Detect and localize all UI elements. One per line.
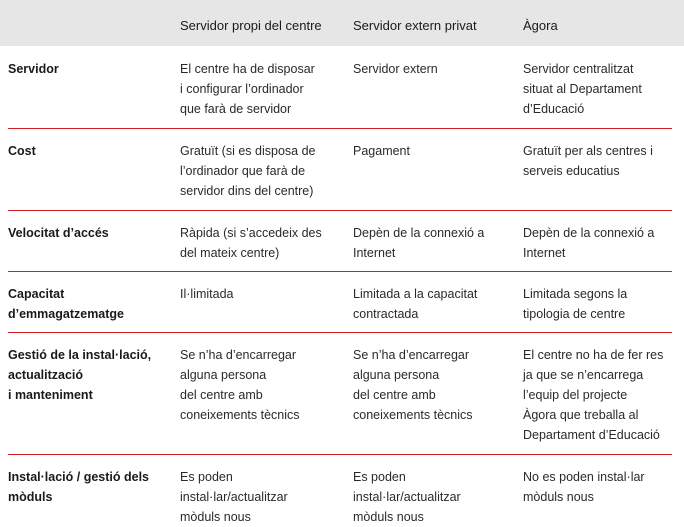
row-label-line: d’emmagatzematge <box>8 307 125 321</box>
cell-line: alguna persona <box>180 368 267 382</box>
row-label-line: actualització <box>8 368 84 382</box>
cell-line: Limitada segons la <box>523 287 628 301</box>
cell-line: Se n’ha d’encarregar <box>353 348 470 362</box>
cell-line: servidor dins del centre) <box>180 184 314 198</box>
cell-servidor-propi <box>180 284 340 304</box>
table-row <box>0 454 684 526</box>
cell-line: i configurar l’ordinador <box>180 82 304 96</box>
cell-line: ja que se n’encarrega <box>523 368 644 382</box>
cell-servidor-extern <box>353 141 513 161</box>
cell-line: El centre no ha de fer res <box>523 348 664 362</box>
cell-servidor-propi <box>180 467 340 527</box>
cell-line: Servidor extern <box>353 62 438 76</box>
cell-line: instal·lar/actualitzar <box>353 490 461 504</box>
cell-servidor-propi <box>180 59 340 119</box>
cell-line: Internet <box>523 246 566 260</box>
cell-line: serveis educatius <box>523 164 620 178</box>
cell-line: El centre ha de disposar <box>180 62 315 76</box>
cell-servidor-propi <box>180 345 340 425</box>
row-label-line: i manteniment <box>8 388 93 402</box>
cell-line: Il·limitada <box>180 287 234 301</box>
cell-line: coneixements tècnics <box>180 408 300 422</box>
cell-agora <box>523 284 683 324</box>
cell-agora <box>523 467 683 507</box>
cell-line: del centre amb <box>353 388 436 402</box>
cell-servidor-extern <box>353 345 513 425</box>
row-label-line: Gestió de la instal·lació, <box>8 348 152 362</box>
row-label <box>8 345 168 405</box>
header-col-servidor-propi: Servidor propi del centre <box>180 18 322 33</box>
header-col-servidor-extern: Servidor extern privat <box>353 18 477 33</box>
table-row <box>0 210 684 271</box>
table-row <box>0 332 684 454</box>
cell-line: Àgora que treballa al <box>523 408 639 422</box>
cell-line: mòduls nous <box>180 510 251 524</box>
row-label <box>8 141 168 161</box>
cell-line: del mateix centre) <box>180 246 280 260</box>
cell-line: situat al Departament <box>523 82 642 96</box>
cell-line: coneixements tècnics <box>353 408 473 422</box>
cell-line: mòduls nous <box>353 510 424 524</box>
cell-line: l’ordinador que farà de <box>180 164 306 178</box>
cell-line: Gratuït per als centres i <box>523 144 653 158</box>
table-header <box>0 0 684 46</box>
cell-line: mòduls nous <box>523 490 594 504</box>
cell-line: del centre amb <box>180 388 263 402</box>
cell-servidor-extern <box>353 223 513 263</box>
cell-servidor-propi <box>180 141 340 201</box>
row-label <box>8 284 168 324</box>
table-row <box>0 271 684 332</box>
table-row <box>0 46 684 128</box>
cell-agora <box>523 345 683 445</box>
cell-servidor-extern <box>353 59 513 79</box>
cell-line: Limitada a la capacitat <box>353 287 478 301</box>
row-label-line: mòduls <box>8 490 53 504</box>
cell-agora <box>523 141 683 181</box>
cell-line: Se n’ha d’encarregar <box>180 348 297 362</box>
table-row <box>0 128 684 210</box>
cell-line: alguna persona <box>353 368 440 382</box>
row-label <box>8 223 168 243</box>
cell-line: Internet <box>353 246 396 260</box>
cell-line: contractada <box>353 307 419 321</box>
cell-servidor-extern <box>353 284 513 324</box>
header-col-agora: Àgora <box>523 18 558 33</box>
cell-line: Depèn de la connexió a <box>353 226 485 240</box>
cell-line: Depèn de la connexió a <box>523 226 655 240</box>
cell-line: l’equip del projecte <box>523 388 628 402</box>
cell-line: tipologia de centre <box>523 307 626 321</box>
cell-servidor-extern <box>353 467 513 527</box>
cell-line: Gratuït (si es disposa de <box>180 144 316 158</box>
row-label-line: Instal·lació / gestió dels <box>8 470 150 484</box>
cell-line: Ràpida (si s’accedeix des <box>180 226 322 240</box>
row-label-line: Servidor <box>8 62 59 76</box>
cell-line: Departament d’Educació <box>523 428 660 442</box>
cell-servidor-propi <box>180 223 340 263</box>
cell-line: Es poden <box>180 470 233 484</box>
row-label-line: Cost <box>8 144 36 158</box>
cell-line: que farà de servidor <box>180 102 292 116</box>
row-label <box>8 59 168 79</box>
row-label <box>8 467 168 507</box>
cell-agora <box>523 59 683 119</box>
cell-line: Servidor centralitzat <box>523 62 634 76</box>
cell-line: No es poden instal·lar <box>523 470 645 484</box>
row-label-line: Velocitat d’accés <box>8 226 109 240</box>
cell-line: instal·lar/actualitzar <box>180 490 288 504</box>
cell-line: d’Educació <box>523 102 585 116</box>
cell-line: Pagament <box>353 144 410 158</box>
row-label-line: Capacitat <box>8 287 65 301</box>
cell-line: Es poden <box>353 470 406 484</box>
cell-agora <box>523 223 683 263</box>
